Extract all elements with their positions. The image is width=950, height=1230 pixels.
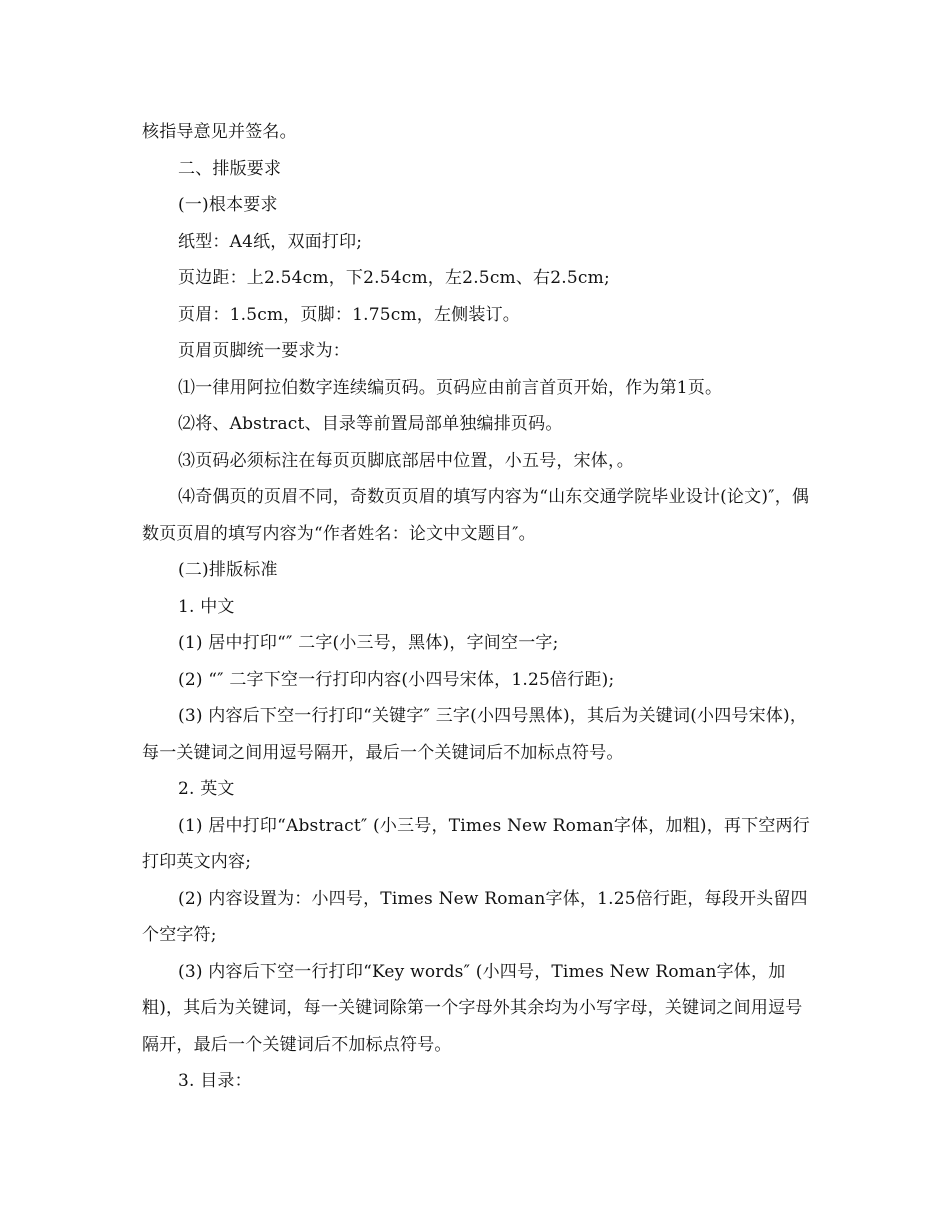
list-item-english-1: (1) 居中打印“Abstract″ (小三号，Times New Roman字体，加粗)，再下空两行打印英文内容;: [142, 815, 810, 872]
paragraph-header-footer-intro: 页眉页脚统一要求为：: [178, 341, 350, 361]
list-item-page-numbering: ⑴一律用阿拉伯数字连续编页码。页码应由前言首页开始，作为第1页。: [178, 377, 723, 398]
heading-english: 2. 英文: [178, 779, 235, 799]
heading-chinese: 1. 中文: [178, 596, 235, 617]
paragraph-margins: 页边距：上2.54cm，下2.54cm，左2.5cm、右2.5cm;: [178, 268, 610, 288]
list-item-page-number-position: ⑶页码必须标注在每页页脚底部居中位置，小五号，宋体，。: [178, 450, 634, 471]
list-item-chinese-2: (2) “″ 二字下空一行打印内容(小四号宋体，1.25倍行距);: [178, 669, 615, 690]
section-heading-layout: 二、排版要求: [178, 158, 282, 179]
subsection-heading-basic: (一)根本要求: [178, 195, 278, 215]
list-item-chinese-3: (3) 内容后下空一行打印“关键字″ 三字(小四号黑体)，其后为关键词(小四号宋体)，每一关键词之间用逗号隔开，最后一个关键词后不加标点符号。: [142, 706, 808, 763]
list-item-chinese-1: (1) 居中打印“″ 二字(小三号，黑体)，字间空一字;: [178, 633, 559, 653]
list-item-english-3: (3) 内容后下空一行打印“Key words″ (小四号，Times New Roman字体，加粗)，其后为关键词，每一关键词除第一个字母外其余均为小写字母，关键词之间用逗号隔开，最后一个关键词后不加标点符号。: [142, 961, 803, 1055]
list-item-english-2: (2) 内容设置为：小四号，Times New Roman字体，1.25倍行距，每段开头留四个空字符;: [142, 888, 808, 945]
paragraph-header-footer: 页眉：1.5cm，页脚：1.75cm，左侧装订。: [178, 304, 520, 325]
list-item-odd-even-headers: ⑷奇偶页的页眉不同，奇数页页眉的填写内容为“山东交通学院毕业设计(论文)″，偶数页页眉的填写内容为“作者姓名：论文中文题目″。: [142, 487, 810, 544]
subsection-heading-standards: (二)排版标准: [178, 560, 278, 580]
paragraph-signature-note: 核指导意见并签名。: [142, 122, 297, 142]
document-body: [142, 114, 814, 1100]
heading-table-of-contents: 3. 目录：: [178, 1071, 252, 1091]
list-item-front-matter: ⑵将、Abstract、目录等前置局部单独编排页码。: [178, 414, 563, 434]
paragraph-paper-type: 纸型：A4纸，双面打印;: [178, 231, 363, 252]
